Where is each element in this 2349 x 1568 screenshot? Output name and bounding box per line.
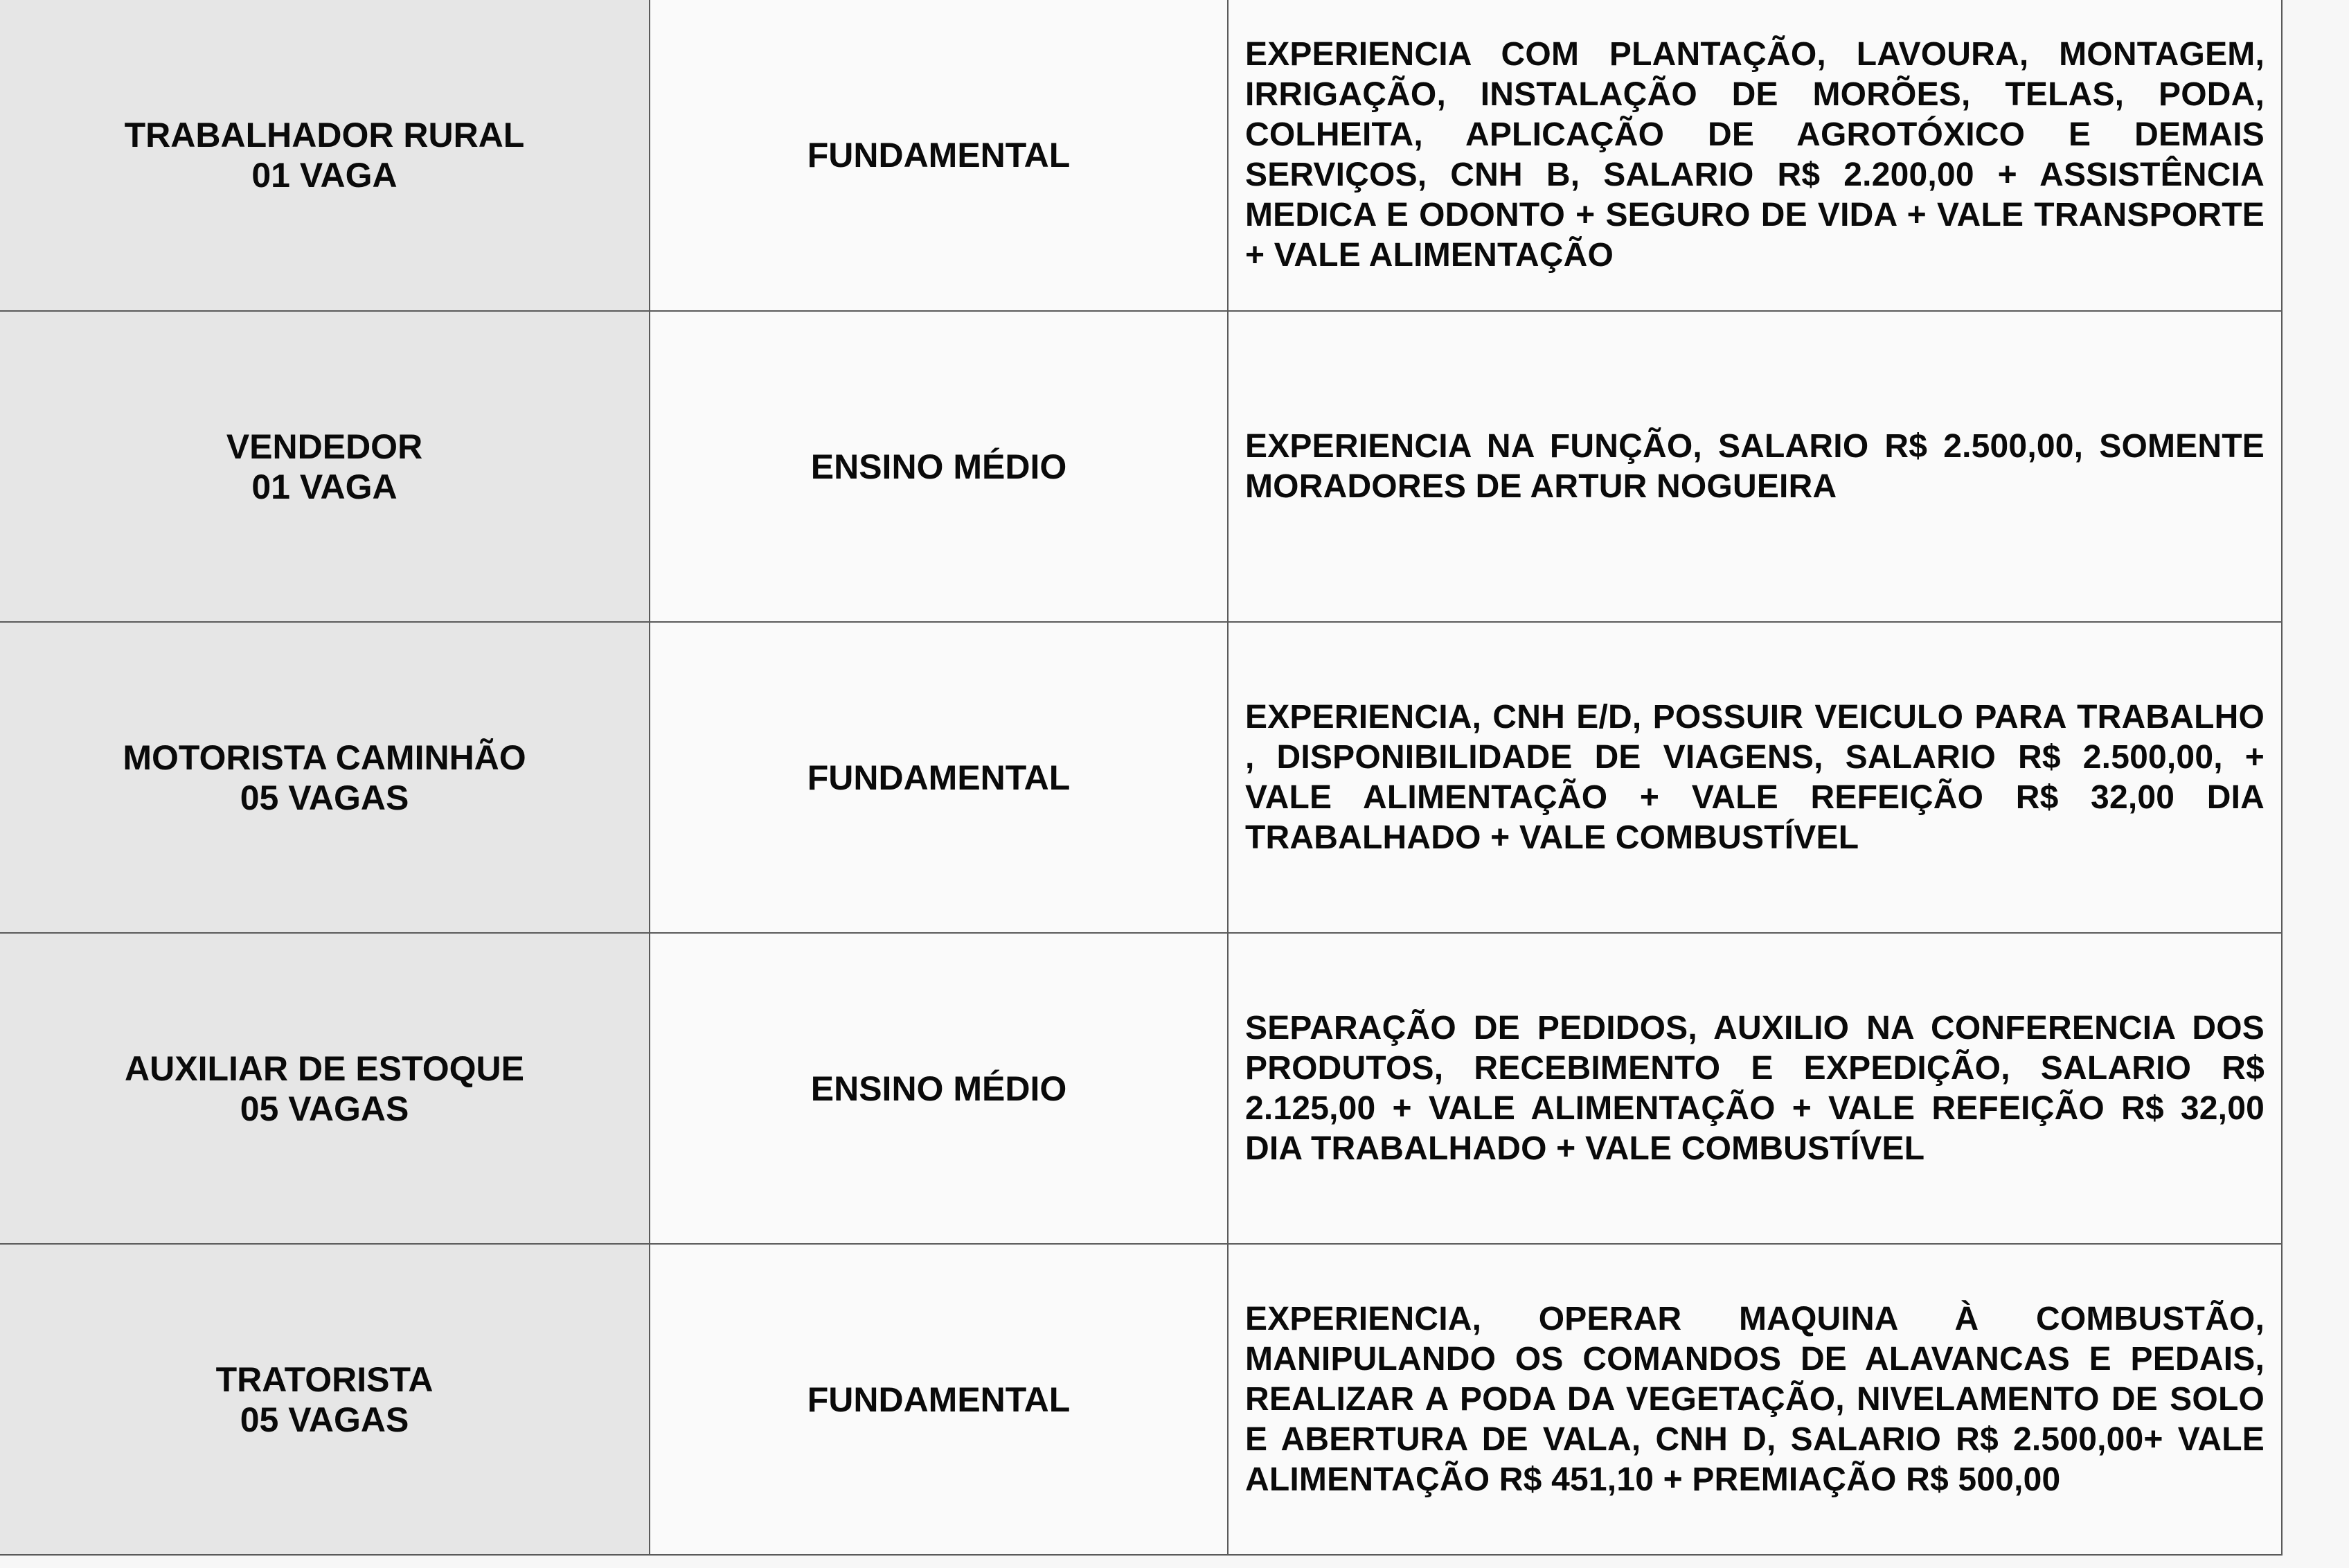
job-vacancies: 05 VAGAS [240,1089,409,1128]
job-title: TRATORISTA [215,1360,434,1399]
table-row [0,933,2282,1244]
job-vacancies: 05 VAGAS [240,1400,409,1439]
job-title-cell [0,1244,650,1555]
job-title: AUXILIAR DE ESTOQUE [125,1049,524,1088]
job-title: MOTORISTA CAMINHÃO [123,738,526,777]
requirements-cell [1228,933,2282,1244]
education-cell: FUNDAMENTAL [650,622,1228,933]
education-cell: ENSINO MÉDIO [650,311,1228,622]
table-row [0,622,2282,933]
job-title-cell [0,933,650,1244]
table-row [0,311,2282,622]
requirements-cell [1228,0,2282,311]
job-title-cell [0,0,650,311]
requirements-cell [1228,311,2282,622]
table-row [0,0,2282,311]
requirements-text: EXPERIENCIA COM PLANTAÇÃO, LAVOURA, MONTAGEM, IRRIGAÇÃO, INSTALAÇÃO DE MORÕES, TELAS, PODA, COLHEITA, APLICAÇÃO DE AGROTÓXICO E DEMAIS SERVIÇOS, CNH B, SALARIO R$ 2.200,00 + ASSISTÊNCIA MEDICA E ODONTO + SEGURO DE VIDA + VALE TRANSPORTE + VALE ALIMENTAÇÃO [1245,36,2265,274]
job-vacancies: 01 VAGA [251,156,398,195]
requirements-text: SEPARAÇÃO DE PEDIDOS, AUXILIO NA CONFERENCIA DOS PRODUTOS, RECEBIMENTO E EXPEDIÇÃO, SALARIO R$ 2.125,00 + VALE ALIMENTAÇÃO + VALE REFEIÇÃO R$ 32,00 DIA TRABALHADO + VALE COMBUSTÍVEL [1245,1009,2265,1167]
job-title: TRABALHADOR RURAL [124,116,525,154]
requirements-text: EXPERIENCIA, OPERAR MAQUINA À COMBUSTÃO, MANIPULANDO OS COMANDOS DE ALAVANCAS E PEDAIS, REALIZAR A PODA DA VEGETAÇÃO, NIVELAMENTO DE SOLO E ABERTURA DE VALA, CNH D, SALARIO R$ 2.500,00+ VALE ALIMENTAÇÃO R$ 451,10 + PREMIAÇÃO R$ 500,00 [1245,1300,2265,1498]
requirements-text: EXPERIENCIA NA FUNÇÃO, SALARIO R$ 2.500,00, SOMENTE MORADORES DE ARTUR NOGUEIRA [1245,427,2265,505]
job-title-cell [0,622,650,933]
requirements-cell [1228,1244,2282,1555]
job-vacancies: 05 VAGAS [240,778,409,817]
education-cell: FUNDAMENTAL [650,1244,1228,1555]
job-title: VENDEDOR [226,427,423,466]
requirements-cell [1228,622,2282,933]
requirements-text: EXPERIENCIA, CNH E/D, POSSUIR VEICULO PARA TRABALHO , DISPONIBILIDADE DE VIAGENS, SALARIO R$ 2.500,00, + VALE ALIMENTAÇÃO + VALE REFEIÇÃO R$ 32,00 DIA TRABALHADO + VALE COMBUSTÍVEL [1245,698,2265,856]
job-title-cell [0,311,650,622]
education-cell: FUNDAMENTAL [650,0,1228,311]
education-cell: ENSINO MÉDIO [650,933,1228,1244]
job-vacancies: 01 VAGA [251,467,398,506]
table-row [0,1244,2282,1555]
